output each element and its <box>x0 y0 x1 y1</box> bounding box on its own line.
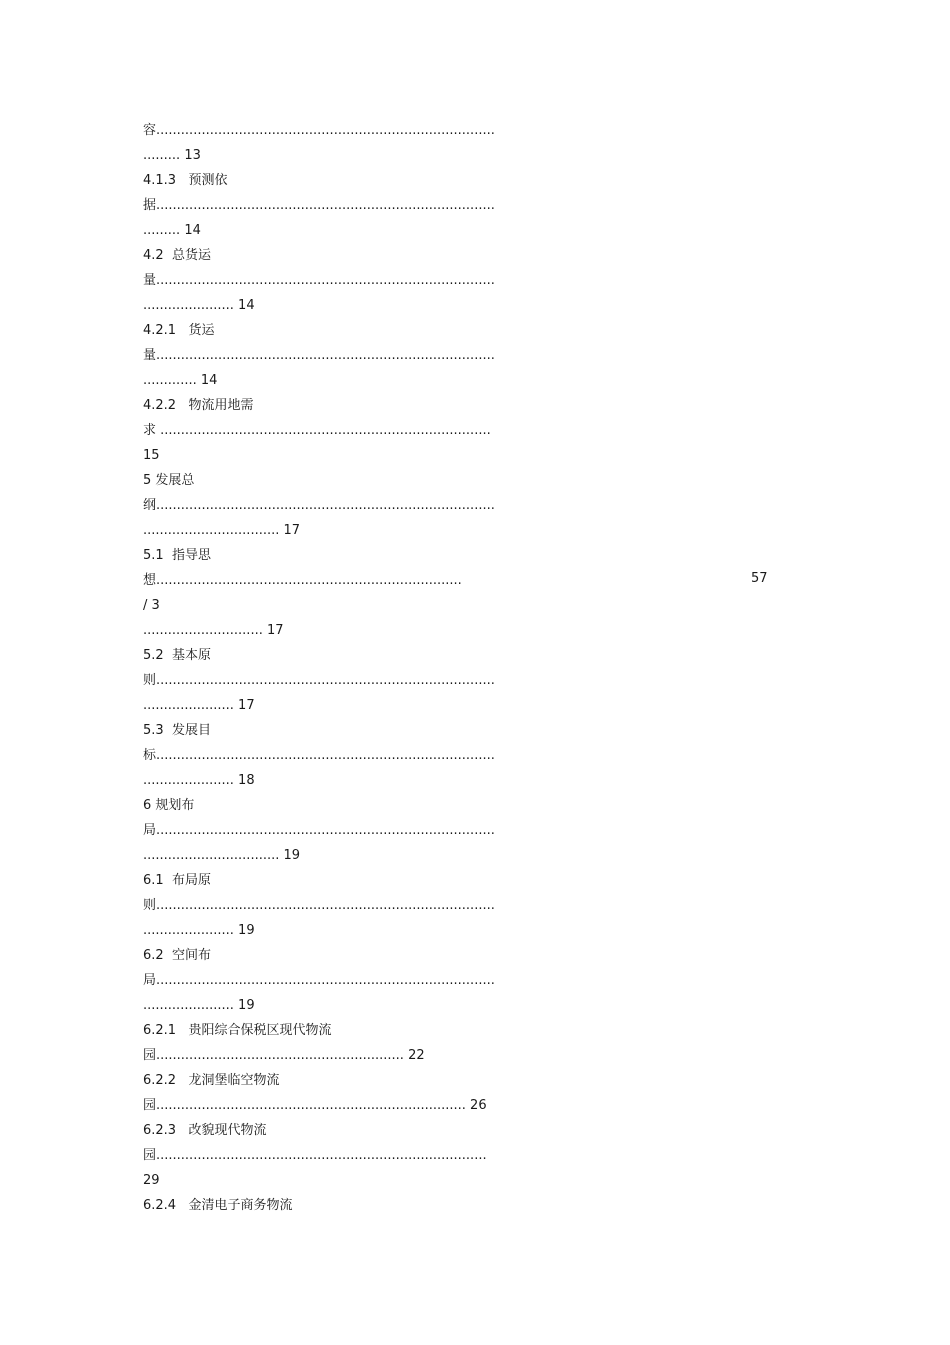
toc-line: 则.................................................................................. <box>143 898 495 913</box>
toc-line: 4.2.2 物流用地需 <box>143 398 254 413</box>
toc-line: 想.......................................................................... <box>143 573 462 588</box>
toc-line: ...................... 18 <box>143 773 255 788</box>
toc-line: 29 <box>143 1173 160 1188</box>
toc-line: 纲.................................................................................. <box>143 498 495 513</box>
toc-line: 6.2.4 金清电子商务物流 <box>143 1198 293 1213</box>
toc-line: ................................. 19 <box>143 848 301 863</box>
toc-line: 6.1 布局原 <box>143 873 211 888</box>
page-number: 57 <box>751 571 768 586</box>
toc-line: ...................... 19 <box>143 998 255 1013</box>
toc-line: 局.................................................................................. <box>143 973 495 988</box>
toc-line: ...................... 14 <box>143 298 255 313</box>
toc-line: 据.................................................................................. <box>143 198 495 213</box>
toc-line: ......... 13 <box>143 148 201 163</box>
toc-line: 量.................................................................................. <box>143 348 495 363</box>
toc-line: 则.................................................................................. <box>143 673 495 688</box>
toc-line: 15 <box>143 448 160 463</box>
toc-line: 6.2.2 龙洞堡临空物流 <box>143 1073 280 1088</box>
toc-line: 4.1.3 预测依 <box>143 173 228 188</box>
toc-line: 4.2 总货运 <box>143 248 211 263</box>
toc-line: ...................... 19 <box>143 923 255 938</box>
toc-line: ......... 14 <box>143 223 201 238</box>
toc-line: ................................. 17 <box>143 523 301 538</box>
toc-line: 标.................................................................................. <box>143 748 495 763</box>
toc-line: 5.1 指导思 <box>143 548 211 563</box>
toc-line: ............................. 17 <box>143 623 284 638</box>
toc-line: 容.................................................................................. <box>143 123 495 138</box>
toc-line: 园............................................................ 22 <box>143 1048 425 1063</box>
table-of-contents <box>143 118 783 1218</box>
toc-line: 园................................................................................ <box>143 1148 487 1163</box>
toc-line: 5.2 基本原 <box>143 648 211 663</box>
toc-line: 5 发展总 <box>143 473 195 488</box>
toc-line: ...................... 17 <box>143 698 255 713</box>
toc-line: / 3 <box>143 598 160 613</box>
toc-line: 园........................................................................... 26 <box>143 1098 487 1113</box>
toc-line: 求 ................................................................................ <box>143 423 491 438</box>
toc-line: 4.2.1 货运 <box>143 323 215 338</box>
toc-line: 局.................................................................................. <box>143 823 495 838</box>
toc-line: 6 规划布 <box>143 798 195 813</box>
toc-line: 6.2.1 贵阳综合保税区现代物流 <box>143 1023 332 1038</box>
toc-line: 6.2 空间布 <box>143 948 211 963</box>
toc-line: 量.................................................................................. <box>143 273 495 288</box>
toc-line: 6.2.3 改貌现代物流 <box>143 1123 267 1138</box>
toc-line: 5.3 发展目 <box>143 723 211 738</box>
toc-line: ............. 14 <box>143 373 218 388</box>
